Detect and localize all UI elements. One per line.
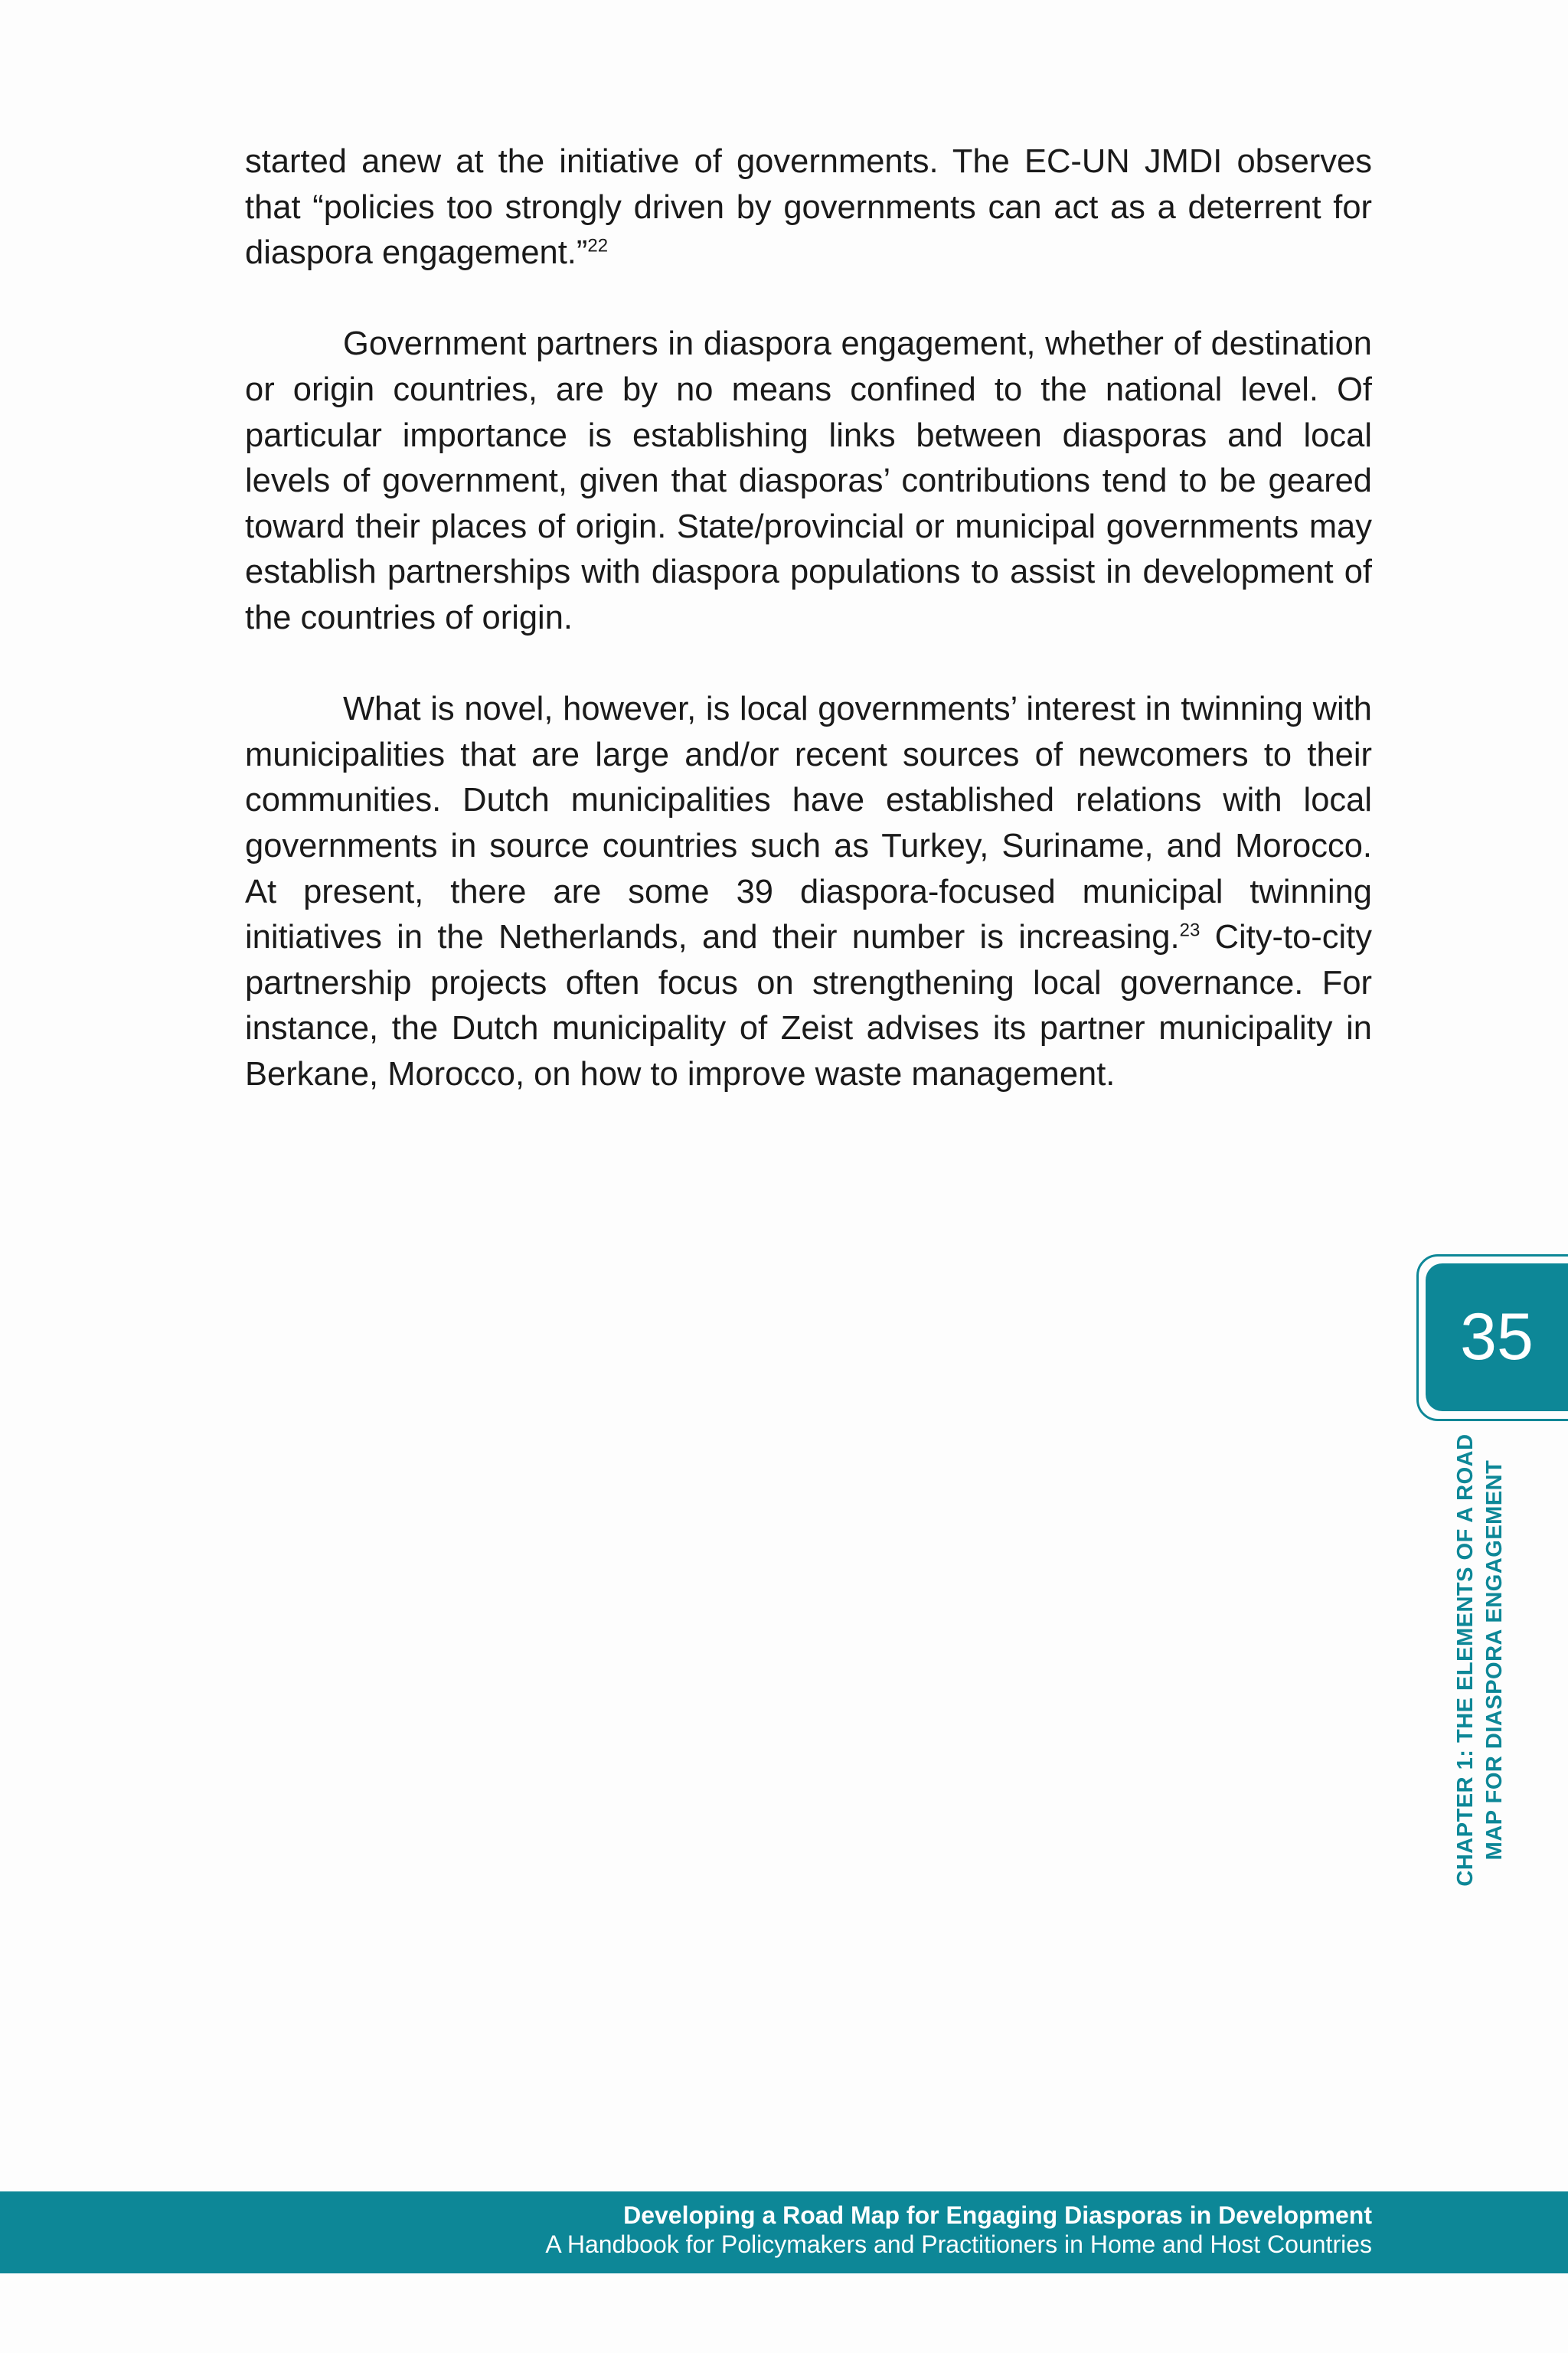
footnote-ref-23[interactable]: 23 <box>1179 920 1200 941</box>
paragraph-3-text-part2: City-to-city partnership projects often focus on strengthening local governance. For instance, the Dutch municipality of Zeist advises its partner municipality in Berkane, Morocco, on how to improve waste management. <box>245 919 1372 1093</box>
paragraph-1-text: started anew at the initiative of governments. The EC-UN JMDI observes that “policies too strongly driven by governments can act as a deterrent for diaspora engagement.” <box>245 143 1372 272</box>
paragraph-1 <box>245 139 1372 276</box>
main-body-text <box>245 139 1372 1143</box>
footer-book-title: Developing a Road Map for Engaging Diasporas in Development <box>623 2201 1372 2229</box>
footer <box>545 2201 1372 2259</box>
paragraph-3 <box>245 687 1372 1097</box>
chapter-label-line-1: CHAPTER 1: THE ELEMENTS OF A ROAD <box>1453 1433 1478 1887</box>
paragraph-3-text-part1: What is novel, however, is local governments’ interest in twinning with municipalities that are large and/or recent sources of newcomers to their communities. Dutch municipalities have established relations with local governments in source countries such as Turkey, Suriname, and Morocco. At present, there are some 39 diaspora-focused municipal twinning initiatives in the Netherlands, and their number is increasing. <box>245 691 1372 956</box>
page-number: 35 <box>1460 1300 1534 1374</box>
footer-book-subtitle: A Handbook for Policymakers and Practitioners in Home and Host Countries <box>545 2230 1372 2258</box>
footnote-ref-22[interactable]: 22 <box>587 235 609 257</box>
chapter-label-line-2: MAP FOR DIASPORA ENGAGEMENT <box>1482 1459 1507 1861</box>
paragraph-2: Government partners in diaspora engagement, whether of destination or origin countries, are by no means confined to the national level. Of particular importance is establishing links between diasporas and local levels of government, given that diasporas’ contributions tend to be geared toward their places of origin. State/provincial or municipal governments may establish partnerships with diaspora populations to assist in development of the countries of origin. <box>245 325 1372 636</box>
chapter-running-head <box>1451 1433 1509 1886</box>
